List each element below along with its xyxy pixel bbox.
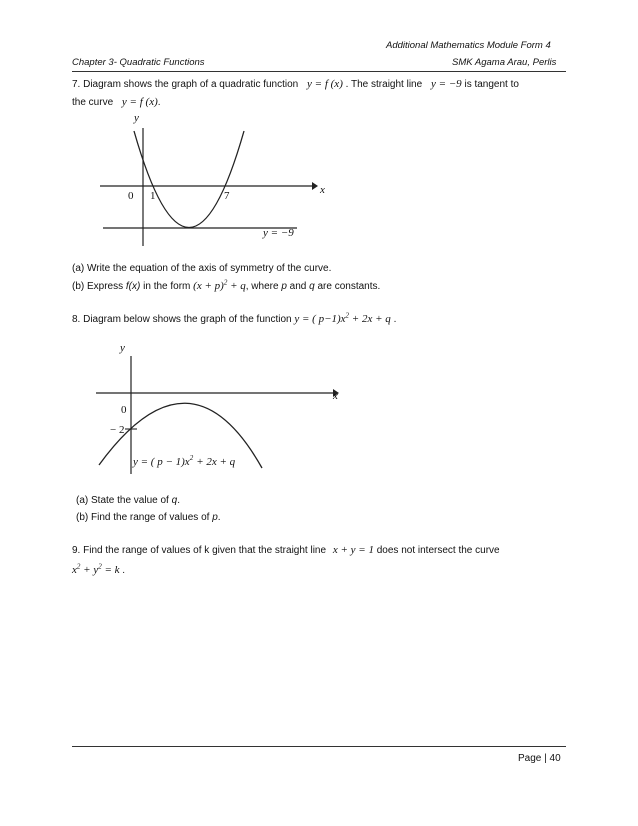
q8-curve-label — [132, 454, 236, 468]
q8-part-a — [76, 494, 180, 507]
module-title: Additional Mathematics Module Form 4 — [386, 40, 551, 51]
q9-line1 — [72, 544, 500, 557]
q8-func-base: y = ( p−1)x — [294, 313, 346, 325]
school-name: SMK Agama Arau, Perlis — [452, 57, 557, 68]
q8-curve-label-exp: 2 — [189, 454, 194, 462]
q8a-text: (a) State the value of — [76, 495, 169, 506]
q8a-q: q — [171, 495, 178, 506]
q8-curve-label-base: y = ( p − 1)x — [133, 456, 190, 468]
q7-text-d: the curve — [72, 97, 114, 108]
q7b-form-tail: + q — [230, 280, 246, 292]
q7-func-expr: y = f (x) — [307, 78, 343, 90]
q7-tangent-label: y = −9 — [263, 227, 294, 239]
footer-rule — [72, 746, 566, 747]
q9-curve-plus: + y — [83, 564, 99, 576]
q8-x-label: x — [333, 390, 338, 402]
q8-period: . — [393, 314, 397, 325]
q8-part-b — [76, 511, 221, 524]
q9-line-expr: x + y = 1 — [332, 544, 374, 556]
q7b-form-base: (x + p) — [193, 280, 224, 292]
q7-period: . — [157, 97, 161, 108]
q7-text-b: . The straight line — [345, 79, 423, 90]
q9-curve — [72, 564, 120, 576]
q7b-text-a: (b) Express — [72, 281, 124, 292]
q7b-text-c: , where — [245, 281, 279, 292]
q7-y-label: y — [134, 112, 139, 124]
q7b-fx: f(x) — [125, 281, 141, 292]
q8b-p: p — [212, 512, 218, 523]
q9-text-b: does not intersect the curve — [376, 545, 500, 556]
q8-y-label: y — [120, 342, 125, 354]
q7-origin-label: 0 — [128, 190, 134, 202]
q7-line-expr: y = −9 — [430, 78, 462, 90]
q9-curve-x: x — [72, 564, 77, 576]
q8-origin-label: 0 — [121, 404, 127, 416]
q7-root1-label: 1 — [150, 190, 156, 202]
q8-func-tail: + 2x + q — [351, 313, 391, 325]
q7-text-a: 7. Diagram shows the graph of a quadratic function — [72, 79, 299, 90]
q7b-text-b: in the form — [143, 281, 191, 292]
q7b-text-d: are constants. — [317, 281, 381, 292]
q8b-end: . — [217, 512, 221, 523]
q7-root2-label: 7 — [224, 190, 230, 202]
q7b-and: and — [289, 281, 307, 292]
q9-curve-exp1: 2 — [76, 562, 81, 571]
q7b-p: p — [281, 281, 287, 292]
q9-curve-eq: = k — [104, 564, 120, 576]
q7-curve-expr: y = f (x) — [121, 96, 158, 108]
q9-line2 — [72, 564, 125, 577]
q7b-form-exp: 2 — [223, 278, 228, 287]
q7-text-c: is tangent to — [464, 79, 519, 90]
q8-func-exp: 2 — [345, 311, 350, 320]
q7b-q: q — [309, 281, 315, 292]
q9-text-a: 9. Find the range of values of k given that the straight line — [72, 545, 327, 556]
chapter-title: Chapter 3- Quadratic Functions — [72, 57, 205, 68]
q8-curve-label-tail: + 2x + q — [196, 456, 236, 468]
q8-text: 8. Diagram below shows the graph of the function — [72, 314, 292, 325]
q8b-text: (b) Find the range of values of — [76, 512, 210, 523]
q7-part-a: (a) Write the equation of the axis of symmetry of the curve. — [72, 263, 332, 274]
q8-intercept-label: − 2 — [110, 424, 125, 436]
page-number: Page | 40 — [518, 753, 561, 764]
q8a-end: . — [177, 495, 180, 506]
q9-curve-exp2: 2 — [98, 562, 102, 571]
q7-x-label: x — [320, 184, 325, 196]
q9-period: . — [122, 565, 126, 576]
